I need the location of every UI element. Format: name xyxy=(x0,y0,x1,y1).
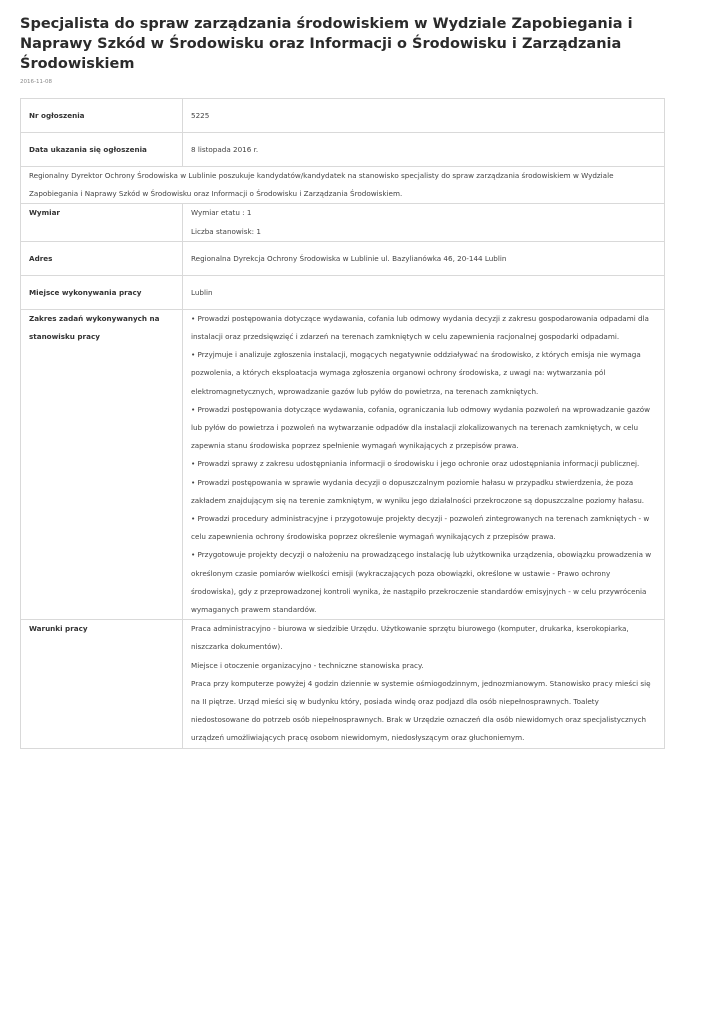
intro-text: Regionalny Dyrektor Ochrony Środowiska w Lublinie poszukuje kandydatów/kandydatek na stanowisko specjalisty do spraw zarządzania środowiskiem w Wydziale Zapobiegania i Naprawy Szkód w Środowisku oraz Informacji o Środowisku i Zarządzania Środowiskiem. xyxy=(21,167,665,204)
zakres-label: Zakres zadań wykonywanych na stanowisku pracy xyxy=(21,309,183,619)
list-item: Miejsce i otoczenie organizacyjno - techniczne stanowiska pracy. xyxy=(191,660,424,670)
adres-value: Regionalna Dyrekcja Ochrony Środowiska w Lublinie ul. Bazylianówka 46, 20-144 Lublin xyxy=(183,241,665,275)
nr-label: Nr ogłoszenia xyxy=(21,99,183,133)
page-title: Specjalista do spraw zarządzania środowiskiem w Wydziale Zapobiegania i Naprawy Szkód w Środowisku oraz Informacji o Środowisku i Zarządzania Środowiskiem xyxy=(20,16,633,72)
miejsce-label: Miejsce wykonywania pracy xyxy=(21,275,183,309)
publish-date: 2016-11-08 xyxy=(20,79,52,85)
list-item: • Prowadzi postępowania dotyczące wydawania, cofania, ograniczania lub odmowy wydania pozwoleń na wprowadzanie gazów lub pyłów do powietrza i pozwoleń na wytwarzanie odpadów dla instalacji zlokalizowanych na terenach zamkniętych, w celu zapewnia stanu środowiska poprzez spełnienie wymagań wynikających z przepisów prawa. xyxy=(191,404,650,451)
table-row xyxy=(21,309,665,619)
warunki-value xyxy=(183,620,665,748)
table-row xyxy=(21,167,665,204)
list-item: • Prowadzi postępowania w sprawie wydania decyzji o dopuszczalnym poziomie hałasu w przypadku stwierdzenia, że poza zakładem znajdującym się na terenie zamkniętym, w wyniku jego działalności przekroczone są dopuszczalne poziomy hałasu. xyxy=(191,477,645,505)
zakres-value xyxy=(183,309,665,619)
list-item: • Prowadzi procedury administracyjne i przygotowuje projekty decyzji - pozwoleń zintegrowanych na terenach zamkniętych - w celu zapewnienia ochrony środowiska poprzez określenie wymagań wynikających z przepisów prawa. xyxy=(191,514,650,542)
list-item: • Prowadzi sprawy z zakresu udostępniania informacji o środowisku i jego ochronie oraz udostępniania informacji publicznej. xyxy=(191,459,640,469)
nr-value: 5225 xyxy=(183,99,665,133)
list-item: • Przygotowuje projekty decyzji o nałożeniu na prowadzącego instalację lub użytkownika urządzenia, obowiązku prowadzenia w określonym czasie pomiarów wielkości emisji (wykraczających poza obowiązki, określone w ustawie - Prawo ochrony środowiska), gdy z przeprowadzonej kontroli wynika, że nastąpiło przekroczenie standardów emisyjnych - w celu przywrócenia wymaganych prawem standardów. xyxy=(191,550,652,615)
wymiar-label: Wymiar xyxy=(21,204,183,241)
wymiar-etatu: Wymiar etatu : 1 xyxy=(191,208,252,218)
details-table xyxy=(20,98,665,749)
list-item: • Przyjmuje i analizuje zgłoszenia instalacji, mogących negatywnie oddziaływać na środowisko, z których emisja nie wymaga pozwolenia, a których eksploatacja wymaga zgłoszenia organowi ochrony środowiska, z uwagi na: wytwarzania pól elektromagnetycznych, wprowadzanie gazów lub pyłów do powietrza, na terenach zamkniętych. xyxy=(191,350,641,396)
date-label: Data ukazania się ogłoszenia xyxy=(21,133,183,167)
table-row xyxy=(21,241,665,275)
list-item: Praca przy komputerze powyżej 4 godzin dziennie w systemie ośmiogodzinnym, jednozmianowym. Stanowisko pracy mieści się na II piętrze. Urząd mieści się w budynku który, posiada windę oraz podjazd dla osób niepełnosprawnych. Toalety niedostosowane do potrzeb osób niepełnosprawnych. Brak w Urzędzie oznaczeń dla osób niewidomych oraz specjalistycznych urządzeń umożliwiających pracę osobom niewidomym, niedosłyszącym oraz głuchoniemym. xyxy=(191,678,651,743)
table-row xyxy=(21,204,665,241)
table-row xyxy=(21,99,665,133)
table-row xyxy=(21,133,665,167)
miejsce-value: Lublin xyxy=(183,275,665,309)
adres-label: Adres xyxy=(21,241,183,275)
list-item: Praca administracyjno - biurowa w siedzibie Urzędu. Użytkowanie sprzętu biurowego (komputer, drukarka, kserokopiarka, niszczarka dokumentów). xyxy=(191,624,629,652)
date-value: 8 listopada 2016 r. xyxy=(183,133,665,167)
table-row xyxy=(21,620,665,748)
list-item: • Prowadzi postępowania dotyczące wydawania, cofania lub odmowy wydania decyzji z zakresu gospodarowania odpadami dla instalacji oraz przedsięwzięć i zdarzeń na terenach zamkniętych w celu zapewnienia racjonalnej gospodarki odpadami. xyxy=(191,313,649,342)
warunki-label: Warunki pracy xyxy=(21,620,183,748)
table-row xyxy=(21,275,665,309)
liczba-stanowisk: Liczba stanowisk: 1 xyxy=(191,226,261,236)
wymiar-value xyxy=(183,204,665,241)
